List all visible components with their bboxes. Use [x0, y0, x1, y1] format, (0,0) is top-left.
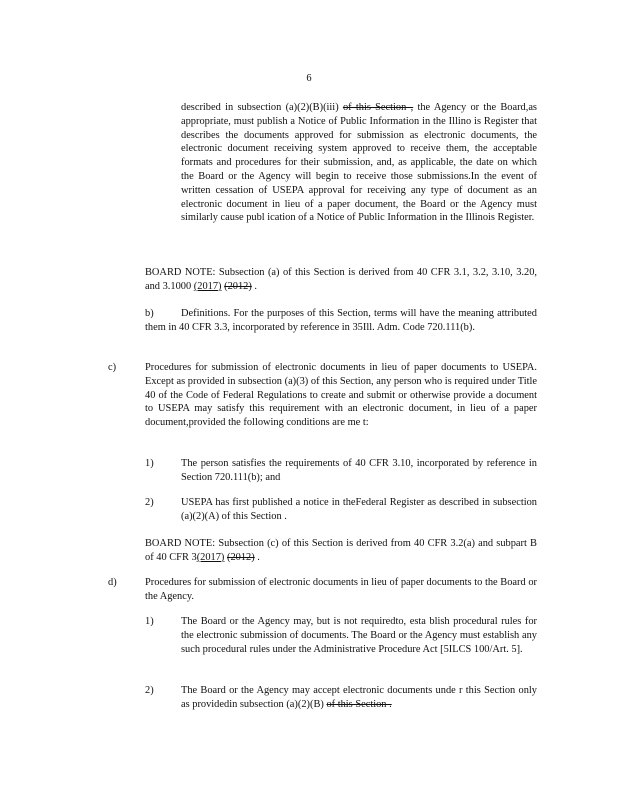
board-note-a [145, 266, 537, 294]
section-b-paragraph [145, 307, 537, 335]
section-d-item-2-paragraph [181, 684, 537, 712]
section-c-item-2-text: USEPA has first published a notice in theFederal Register as described in subsection (a)(2)(A) of this Section . [181, 497, 537, 522]
section-c-item-1-text: The person satisfies the requirements of 40 CFR 3.10, incorporated by reference in Section 720.111(b); and [181, 458, 537, 483]
section-d-item-1-text: The Board or the Agency may, but is not requiredto, esta blish procedural rules for the electronic submission of documents. The Board or the Agency must establish any such procedural rules under the Administrative Procedure Act [5ILCS 100/Art. 5]. [181, 616, 537, 655]
section-d-item-2-text: The Board or the Agency may accept electronic documents unde r this Section only as providedin subsection (a)(2)(B) [181, 685, 537, 710]
section-d-text: Procedures for submission of electronic documents in lieu of paper documents to the Board or the Agency. [145, 577, 537, 602]
section-c-text: Procedures for submission of electronic documents in lieu of paper documents to USEPA. Except as provided in subsection (a)(3) of this Section, any person who is required under Title 40 of the Code of Federal Regulations to create and submit or otherwise provide a document to USEPA may satisfy this requirement with an electronic document, in lieu of a paper document,provided the following conditions are me t: [145, 362, 537, 429]
page-number: 6 [306, 73, 312, 84]
board-note-c-struck: (2012) [227, 551, 255, 563]
intro-lead: described in subsection (a)(2)(B)(iii) [181, 102, 339, 113]
intro-struck-text: of this Section , [342, 102, 414, 113]
section-c-item-1-marker: 1) [145, 458, 154, 469]
board-note-c-inserted: (2017) [196, 551, 225, 563]
board-note-a-tail: . [251, 280, 258, 292]
board-note-a-text: BOARD NOTE: Subsection (a) of this Section is derived from 40 CFR 3.1, 3.2, 3.10, 3.20, and 3.1000 [145, 267, 537, 292]
board-note-c-text: BOARD NOTE: Subsection (c) of this Section is derived from 40 CFR 3.2(a) and subpart B of 40 CFR 3 [145, 538, 537, 563]
section-d-marker: d) [108, 577, 117, 588]
board-note-a-struck: (2012) [224, 280, 252, 292]
board-note-c-tail: . [254, 551, 260, 563]
section-d-item-2-struck: of this Section . [326, 698, 392, 710]
board-note-a-inserted: (2017) [193, 280, 222, 292]
intro-rest: the Agency or the Board,as appropriate, must publish a Notice of Public Information in the Illino is Register that describes the documents approved for submission as electronic documents, the electronic document receiving system approved to receive them, the acceptable formats and procedures for their submission, and, as applicable, the date on which the Board or the Agency will begin to receive those submissions.In the event of written cessation of USEPA approval for receiving any type of document as an electronic document in lieu of a paper document, the Board or the Agency must similarly cause publ ication of a Notice of Public Information in the Illinois Register. [181, 102, 537, 224]
section-d-item-1-marker: 1) [145, 616, 154, 627]
section-c-marker: c) [108, 362, 117, 373]
section-b-text: Definitions. For the purposes of this Section, terms will have the meaning attributed them in 40 CFR 3.3, incorporated by reference in 35Ill. Adm. Code 720.111(b). [145, 308, 537, 333]
board-note-c [145, 537, 537, 565]
section-d-item-2-marker: 2) [145, 685, 154, 696]
section-b-marker: b) [145, 308, 154, 319]
intro-paragraph [181, 101, 537, 225]
section-c-item-2-marker: 2) [145, 497, 154, 508]
